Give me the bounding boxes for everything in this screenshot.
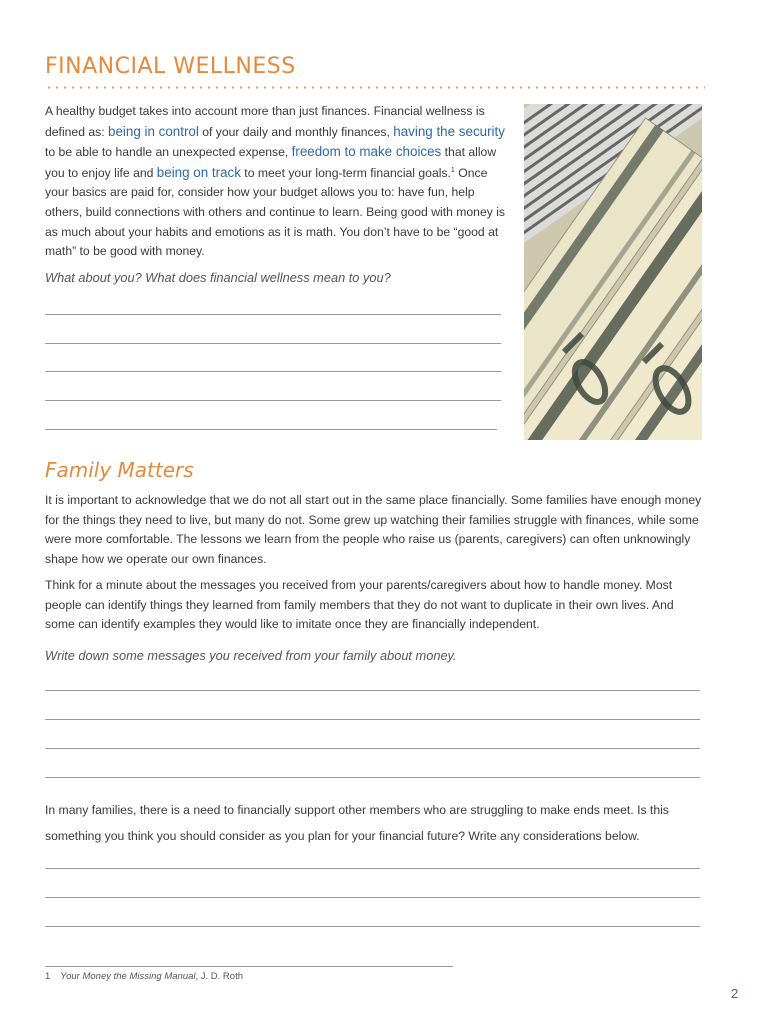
family-answer-line-2[interactable] [45, 719, 700, 720]
intro-text-6: Once your basics are paid for, consider how your budget allows you to: have fun, help others, build connections with others and continue to learn. Being good with money is as much about your habits and emotions as it is math. You don’t have to be “good at math” to be good with money. [45, 165, 506, 259]
wellness-answer-line-2[interactable] [45, 343, 501, 344]
dotted-divider [45, 86, 705, 89]
family-support-paragraph: In many families, there is a need to financially support other members who are struggling to make ends meet. Is this something you think you should consider as you plan for your financial future? Write any considerations below. [45, 803, 669, 843]
footnote-reference: 1 [450, 166, 455, 174]
family-answer-line-4[interactable] [45, 777, 700, 778]
intro-text-1: A healthy budget takes into account more than just finances. Financial wellness is defined as: [45, 104, 485, 139]
footnote-divider [45, 966, 453, 967]
wellness-answer-line-1[interactable] [45, 314, 501, 315]
footnote-number: 1 [45, 971, 51, 982]
page-title: FINANCIAL WELLNESS [45, 54, 296, 79]
wellness-answer-line-3[interactable] [45, 371, 501, 372]
footnote-author: , J. D. Roth [195, 971, 243, 982]
family-matters-heading: Family Matters [45, 458, 194, 482]
page-number: 2 [731, 986, 739, 1001]
family-answer-line-1[interactable] [45, 690, 700, 691]
term-having-the-security: having the security [393, 123, 505, 139]
term-being-in-control: being in control [108, 123, 199, 139]
footnote [45, 971, 243, 982]
money-photo [524, 104, 702, 440]
consideration-line-3[interactable] [45, 926, 700, 927]
wellness-prompt: What about you? What does financial wellness mean to you? [45, 270, 391, 285]
wellness-answer-line-5[interactable] [45, 429, 497, 430]
intro-text-3: to be able to handle an unexpected expense, [45, 145, 292, 160]
intro-paragraph [45, 102, 510, 262]
family-paragraph-1: It is important to acknowledge that we do not all start out in the same place financially. Some families have enough money for the things they need to live, but many do not. Some grew up watching their families struggle with finances, while some were more comfortable. The lessons we learn from the people who raise us (parents, caregivers) can often unknowingly shape how we operate our own finances. [45, 493, 702, 566]
term-freedom-to-make-choices: freedom to make choices [291, 144, 442, 160]
wellness-answer-line-4[interactable] [45, 400, 501, 401]
consideration-line-2[interactable] [45, 897, 700, 898]
intro-text-5: to meet your long-term financial goals. [240, 165, 451, 180]
footnote-book-title: Your Money the Missing Manual [60, 971, 196, 982]
consideration-line-1[interactable] [45, 868, 700, 869]
family-paragraph-2: Think for a minute about the messages you received from your parents/caregivers about how to handle money. Most people can identify things they learned from family members that they do not want to duplicate in their own lives. And some can identify examples they would like to imitate once they are financially independent. [45, 578, 674, 632]
term-being-on-track: being on track [156, 164, 241, 180]
intro-text-2: of your daily and monthly finances, [198, 124, 394, 139]
intro-text-4: that allow you to enjoy life and [45, 145, 497, 180]
family-messages-prompt: Write down some messages you received from your family about money. [45, 648, 457, 663]
family-answer-line-3[interactable] [45, 748, 700, 749]
